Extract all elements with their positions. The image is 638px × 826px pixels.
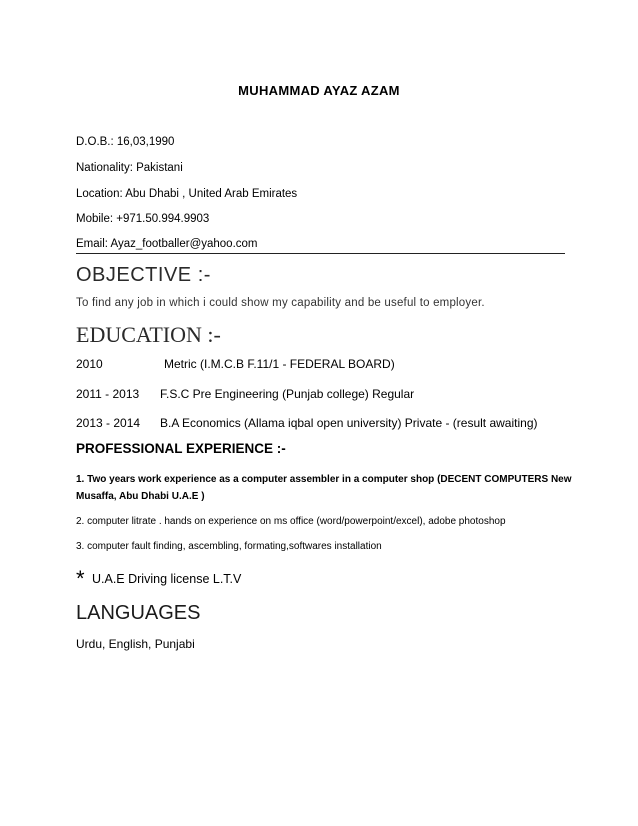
education-detail: B.A Economics (Allama iqbal open university) Private - (result awaiting) xyxy=(160,416,538,430)
asterisk-bullet: * xyxy=(76,566,85,591)
experience-item-2: 2. computer litrate . hands on experience on ms office (word/powerpoint/excel), adobe photoshop xyxy=(76,516,506,527)
education-detail: F.S.C Pre Engineering (Punjab college) Regular xyxy=(160,387,415,401)
education-year: 2011 - 2013 xyxy=(76,387,140,401)
languages-text: Urdu, English, Punjabi xyxy=(76,637,195,651)
education-year: 2013 - 2014 xyxy=(76,416,141,430)
experience-item-1: 1. Two years work experience as a computer assembler in a computer shop (DECENT COMPUTERS New xyxy=(76,474,572,485)
dob-text: D.O.B.: 16,03,1990 xyxy=(76,136,175,148)
location-text: Location: Abu Dhabi , United Arab Emirates xyxy=(76,188,298,200)
header-divider xyxy=(76,253,565,254)
experience-heading: PROFESSIONAL EXPERIENCE :- xyxy=(76,441,286,456)
languages-heading: LANGUAGES xyxy=(76,602,201,624)
education-year: 2010 xyxy=(76,357,103,371)
license-text: U.A.E Driving license L.T.V xyxy=(92,572,242,586)
education-detail: Metric (I.M.C.B F.11/1 - FEDERAL BOARD) xyxy=(164,357,395,371)
email-text: Email: Ayaz_footballer@yahoo.com xyxy=(76,238,258,250)
experience-item-1-continued: Musaffa, Abu Dhabi U.A.E ) xyxy=(76,491,205,502)
objective-heading: OBJECTIVE :- xyxy=(76,264,211,286)
objective-text: To find any job in which i could show my capability and be useful to employer. xyxy=(76,297,485,309)
mobile-text: Mobile: +971.50.994.9903 xyxy=(76,213,210,225)
resume-name: MUHAMMAD AYAZ AZAM xyxy=(238,83,400,98)
education-heading: EDUCATION :- xyxy=(76,322,221,347)
nationality-text: Nationality: Pakistani xyxy=(76,162,183,174)
experience-item-3: 3. computer fault finding, ascembling, formating,softwares installation xyxy=(76,541,382,552)
